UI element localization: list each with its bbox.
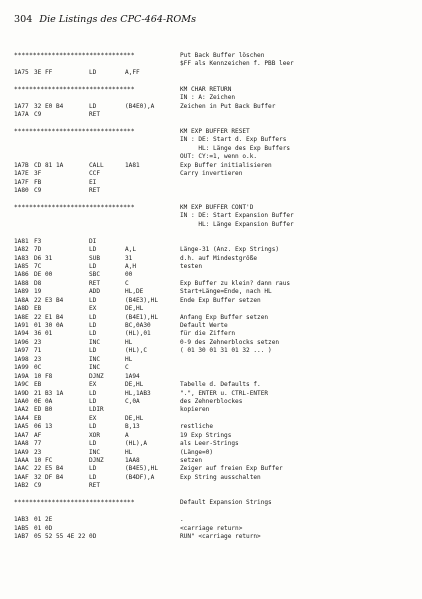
operand: HL,1AB3	[125, 389, 151, 397]
mnemonic: INC	[89, 338, 101, 346]
comment: für die Ziffern	[180, 330, 236, 338]
mnemonic: INC	[89, 364, 101, 372]
comment: (Länge=0)	[180, 448, 214, 456]
opcode-bytes: 01 0D	[34, 524, 53, 532]
opcode-bytes: ED B0	[34, 406, 53, 414]
comment: d.h. auf Mindestgröße	[180, 254, 258, 262]
comment: IN : DE: Start d. Exp Buffers	[180, 136, 287, 144]
code-line	[14, 153, 414, 161]
mnemonic: INC	[89, 355, 101, 363]
address: 1A82	[14, 246, 29, 254]
operand: 00	[125, 271, 133, 279]
blank-line	[14, 195, 414, 203]
address: 1AB7	[14, 532, 29, 540]
assembly-listing	[14, 52, 414, 541]
code-line	[14, 339, 414, 347]
comment: <carriage return>	[180, 524, 243, 532]
operand: C	[125, 364, 129, 372]
code-line	[14, 373, 414, 381]
address: 1A98	[14, 355, 29, 363]
address: 1A9D	[14, 389, 29, 397]
mnemonic: CALL	[89, 161, 104, 169]
comment: 19 Exp Strings	[180, 431, 232, 439]
code-line	[14, 457, 414, 465]
mnemonic: RET	[89, 111, 101, 119]
opcode-bytes: 3E FF	[34, 68, 53, 76]
mnemonic: INC	[89, 448, 101, 456]
code-line	[14, 423, 414, 431]
code-line	[14, 390, 414, 398]
comment: HL: Länge des Exp Buffers	[180, 144, 291, 152]
code-line	[14, 111, 414, 119]
mnemonic: EX	[89, 381, 97, 389]
comment: ".", ENTER u. CTRL-ENTER	[180, 389, 269, 397]
code-line	[14, 212, 414, 220]
address: 1A7E	[14, 170, 29, 178]
mnemonic: LD	[89, 102, 97, 110]
mnemonic: LD	[89, 68, 97, 76]
address: 1A7A	[14, 111, 29, 119]
mnemonic: EX	[89, 305, 97, 313]
address: 1A80	[14, 187, 29, 194]
address: 1A89	[14, 288, 29, 296]
page-number: 304	[14, 14, 33, 25]
code-line	[14, 415, 414, 423]
code-line	[14, 221, 414, 229]
mnemonic: DI	[89, 237, 97, 245]
opcode-bytes: 7C	[34, 262, 42, 270]
operand: A,FF	[125, 68, 140, 76]
opcode-bytes: 32 DF B4	[34, 473, 64, 481]
address: 1A75	[14, 68, 29, 76]
code-line	[14, 347, 414, 355]
mnemonic: LD	[89, 397, 97, 405]
mnemonic: LD	[89, 473, 97, 481]
asterisk-rule: ********************************	[14, 127, 135, 135]
operand: A,L	[125, 246, 137, 254]
opcode-bytes: D6 31	[34, 254, 53, 262]
address: 1AAC	[14, 465, 29, 473]
opcode-bytes: C9	[34, 111, 42, 119]
opcode-bytes: 06 13	[34, 423, 53, 431]
code-line	[14, 238, 414, 246]
opcode-bytes: EB	[34, 381, 42, 389]
comment: Default Werte	[180, 322, 228, 329]
comment: als Leer-Strings	[180, 440, 239, 448]
blank-line	[14, 120, 414, 128]
mnemonic: LD	[89, 423, 97, 431]
opcode-bytes: 22 E3 B4	[34, 296, 64, 304]
code-line	[14, 533, 414, 541]
operand: HL	[125, 355, 133, 363]
mnemonic: LD	[89, 322, 97, 329]
section-separator	[14, 52, 414, 60]
code-line	[14, 440, 414, 448]
address: 1A81	[14, 237, 29, 245]
opcode-bytes: 23	[34, 355, 42, 363]
comment: Ende Exp Buffer setzen	[180, 296, 261, 304]
address: 1A88	[14, 279, 29, 287]
comment: IN : A: Zeichen	[180, 94, 236, 102]
code-line	[14, 94, 414, 102]
code-line	[14, 179, 414, 187]
address: 1A7F	[14, 178, 29, 186]
opcode-bytes: 23	[34, 448, 42, 456]
opcode-bytes: 71	[34, 347, 42, 355]
address: 1AA5	[14, 423, 29, 431]
page-title: Die Listings des CPC-464-ROMs	[39, 14, 196, 25]
code-line	[14, 314, 414, 322]
blank-line	[14, 508, 414, 516]
mnemonic: LD	[89, 389, 97, 397]
comment: Tabelle d. Defaults f.	[180, 381, 261, 389]
comment: Zeiger auf freien Exp Buffer	[180, 465, 283, 473]
code-line	[14, 60, 414, 68]
address: 1A91	[14, 322, 29, 329]
operand: 31	[125, 254, 133, 262]
blank-line	[14, 229, 414, 237]
operand: C,0A	[125, 397, 140, 405]
operand: (HL),A	[125, 440, 148, 448]
opcode-bytes: 32 E0 B4	[34, 102, 64, 110]
opcode-bytes: 10 FC	[34, 457, 53, 464]
mnemonic: RET	[89, 279, 101, 287]
mnemonic: RET	[89, 482, 101, 490]
operand: (B4DF),A	[125, 473, 155, 481]
address: 1AAA	[14, 457, 29, 464]
opcode-bytes: CD 81 1A	[34, 161, 64, 169]
opcode-bytes: 77	[34, 440, 42, 448]
opcode-bytes: 21 B3 1A	[34, 389, 64, 397]
mnemonic: RET	[89, 187, 101, 194]
operand: 1AA8	[125, 457, 140, 464]
code-line	[14, 255, 414, 263]
code-line	[14, 162, 414, 170]
address: 1A99	[14, 364, 29, 372]
address: 1AA0	[14, 397, 29, 405]
code-line	[14, 297, 414, 305]
operand: C	[125, 279, 129, 287]
code-line	[14, 482, 414, 490]
comment: IN : DE: Start Expansion Buffer	[180, 212, 294, 220]
address: 1A7B	[14, 161, 29, 169]
comment: Start+Länge=Ende, nach HL	[180, 288, 272, 296]
comment: Zeichen in Put Back Buffer	[180, 102, 276, 110]
address: 1AB5	[14, 524, 29, 532]
address: 1AA2	[14, 406, 29, 414]
comment: kopieren	[180, 406, 210, 414]
section-heading: Put Back Buffer löschen	[180, 52, 265, 59]
address: 1A8D	[14, 305, 29, 313]
mnemonic: EX	[89, 414, 97, 422]
comment: Exp Buffer zu klein? dann raus	[180, 279, 291, 287]
operand: (B4E3),HL	[125, 296, 159, 304]
code-line	[14, 145, 414, 153]
opcode-bytes: 0C	[34, 364, 42, 372]
comment: Carry invertieren	[180, 170, 243, 178]
comment: setzen	[180, 457, 203, 464]
operand: (B4E0),A	[125, 102, 155, 110]
page-header	[14, 14, 196, 25]
operand: 1A81	[125, 161, 140, 169]
opcode-bytes: FB	[34, 178, 42, 186]
opcode-bytes: DE 00	[34, 271, 53, 279]
mnemonic: SUB	[89, 254, 101, 262]
operand: DE,HL	[125, 381, 144, 389]
comment: Exp Buffer initialisieren	[180, 161, 272, 169]
comment: $FF als Kennzeichen f. PBB leer	[180, 60, 294, 68]
code-line	[14, 516, 414, 524]
code-line	[14, 246, 414, 254]
opcode-bytes: EB	[34, 305, 42, 313]
code-line	[14, 330, 414, 338]
address: 1A86	[14, 271, 29, 279]
code-line	[14, 187, 414, 195]
operand: DE,HL	[125, 414, 144, 422]
mnemonic: LD	[89, 296, 97, 304]
address: 1AA9	[14, 448, 29, 456]
opcode-bytes: 19	[34, 288, 42, 296]
code-line	[14, 136, 414, 144]
opcode-bytes: 36 01	[34, 330, 53, 338]
comment: OUT: CY:=1, wenn o.k.	[180, 153, 258, 161]
code-line	[14, 305, 414, 313]
address: 1A96	[14, 338, 29, 346]
mnemonic: LD	[89, 347, 97, 355]
code-line	[14, 271, 414, 279]
opcode-bytes: 22 E5 B4	[34, 465, 64, 473]
code-line	[14, 322, 414, 330]
address: 1AAF	[14, 473, 29, 481]
comment: Länge-31 (Anz. Exp Strings)	[180, 246, 280, 254]
comment: ( 01 30 01 31 01 32 ... )	[180, 347, 272, 355]
operand: (HL),01	[125, 330, 151, 338]
asterisk-rule: ********************************	[14, 52, 135, 59]
mnemonic: CCF	[89, 170, 101, 178]
mnemonic: LD	[89, 330, 97, 338]
asterisk-rule: ********************************	[14, 85, 135, 93]
opcode-bytes: 05 52 55 4E 22 0D	[34, 532, 97, 540]
asterisk-rule: ********************************	[14, 499, 135, 507]
opcode-bytes: 22 E1 B4	[34, 313, 64, 321]
address: 1A94	[14, 330, 29, 338]
comment: Anfang Exp Buffer setzen	[180, 313, 269, 321]
operand: B,13	[125, 423, 140, 431]
code-line	[14, 406, 414, 414]
opcode-bytes: D8	[34, 279, 42, 287]
mnemonic: SBC	[89, 271, 101, 279]
operand: 1A94	[125, 372, 140, 380]
comment: 0-9 des Zehnerblocks setzen	[180, 338, 280, 346]
mnemonic: LD	[89, 246, 97, 254]
code-line	[14, 69, 414, 77]
operand: A	[125, 431, 129, 439]
code-line	[14, 356, 414, 364]
code-line	[14, 263, 414, 271]
code-line	[14, 288, 414, 296]
mnemonic: LDIR	[89, 406, 104, 414]
address: 1A9C	[14, 381, 29, 389]
operand: A,H	[125, 262, 137, 270]
operand: DE,HL	[125, 305, 144, 313]
opcode-bytes: 3F	[34, 170, 42, 178]
comment: RUN" <carriage return>	[180, 532, 261, 540]
mnemonic: ADD	[89, 288, 101, 296]
code-line	[14, 170, 414, 178]
comment: Exp String ausschalten	[180, 473, 261, 481]
comment: HL: Länge Expansion Buffer	[180, 220, 294, 228]
operand: BC,0A30	[125, 322, 151, 329]
section-heading: KM CHAR RETURN	[180, 85, 232, 93]
section-separator	[14, 204, 414, 212]
mnemonic: DJNZ	[89, 457, 104, 464]
code-line	[14, 381, 414, 389]
section-heading: Default Expansion Strings	[180, 499, 272, 507]
mnemonic: LD	[89, 465, 97, 473]
address: 1A77	[14, 102, 29, 110]
operand: HL	[125, 448, 133, 456]
section-separator	[14, 499, 414, 507]
address: 1AA4	[14, 414, 29, 422]
address: 1A85	[14, 262, 29, 270]
comment: testen	[180, 262, 203, 270]
address: 1A97	[14, 347, 29, 355]
code-line	[14, 465, 414, 473]
operand: (B4E1),HL	[125, 313, 159, 321]
section-heading: KM EXP BUFFER RESET	[180, 127, 250, 135]
address: 1A9A	[14, 372, 29, 380]
code-line	[14, 398, 414, 406]
asterisk-rule: ********************************	[14, 203, 135, 211]
address: 1A83	[14, 254, 29, 262]
code-line	[14, 525, 414, 533]
mnemonic: DJNZ	[89, 372, 104, 380]
opcode-bytes: F3	[34, 237, 42, 245]
comment: restliche	[180, 423, 214, 431]
code-line	[14, 364, 414, 372]
address: 1AB2	[14, 482, 29, 490]
mnemonic: LD	[89, 262, 97, 270]
mnemonic: LD	[89, 440, 97, 448]
section-separator	[14, 86, 414, 94]
address: 1A8E	[14, 313, 29, 321]
mnemonic: EI	[89, 178, 97, 186]
comment: .	[180, 516, 184, 524]
opcode-bytes: C9	[34, 482, 42, 490]
address: 1AB3	[14, 516, 29, 524]
opcode-bytes: 01 2E	[34, 516, 53, 524]
opcode-bytes: 23	[34, 338, 42, 346]
operand: (HL),C	[125, 347, 148, 355]
operand: HL	[125, 338, 133, 346]
code-line	[14, 280, 414, 288]
address: 1A8A	[14, 296, 29, 304]
code-line	[14, 432, 414, 440]
opcode-bytes: C9	[34, 187, 42, 194]
opcode-bytes: EB	[34, 414, 42, 422]
code-line	[14, 449, 414, 457]
operand: (B4E5),HL	[125, 465, 159, 473]
mnemonic: XOR	[89, 431, 101, 439]
opcode-bytes: 10 F8	[34, 372, 53, 380]
address: 1AA7	[14, 431, 29, 439]
code-line	[14, 103, 414, 111]
opcode-bytes: AF	[34, 431, 42, 439]
blank-line	[14, 77, 414, 85]
comment: des Zehnerblockes	[180, 397, 243, 405]
opcode-bytes: 7D	[34, 246, 42, 254]
blank-line	[14, 491, 414, 499]
operand: HL,DE	[125, 288, 144, 296]
section-heading: KM EXP BUFFER CONT'D	[180, 203, 254, 211]
mnemonic: LD	[89, 313, 97, 321]
opcode-bytes: 0E 0A	[34, 397, 53, 405]
opcode-bytes: 01 30 0A	[34, 322, 64, 329]
code-line	[14, 474, 414, 482]
address: 1AA8	[14, 440, 29, 448]
section-separator	[14, 128, 414, 136]
